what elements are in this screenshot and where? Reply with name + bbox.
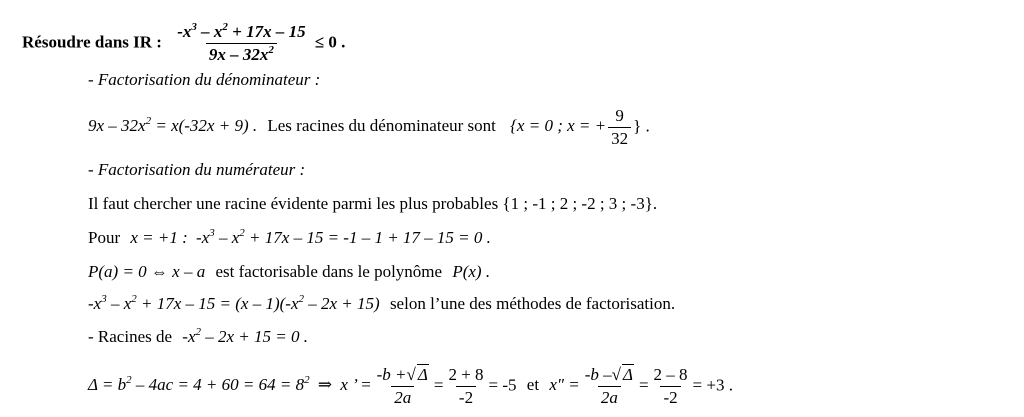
first-root-formula-numerator: -b +√ Δ	[376, 365, 428, 384]
denominator-roots-close: } .	[633, 116, 650, 136]
implies-symbol: ⇒	[317, 375, 333, 395]
quadratic-roots-label: - Racines de	[88, 327, 173, 346]
main-fraction	[174, 22, 308, 65]
factorisation-method-text: selon l’une des méthodes de factorisation.	[389, 294, 676, 313]
first-root-result: = -5	[488, 375, 517, 395]
factor-theorem-line	[88, 262, 490, 282]
main-numerator: $-x^3 - x^2 + 17x - 15$	[177, 21, 306, 41]
first-root-formula	[374, 365, 432, 408]
root-denominator: 32	[608, 127, 631, 149]
real-set-symbol: IR :	[133, 32, 162, 52]
test-root-value: x = +1 :	[130, 228, 188, 247]
first-root-numeric: $\frac{2 + 8}{-2}$	[448, 365, 484, 407]
first-root-label: x ’ =	[340, 375, 372, 395]
denominator-roots-open: {x = 0 ; x = +	[510, 116, 607, 136]
second-root-result: = +3 .	[692, 375, 733, 395]
main-denominator: $9x - 32x^2$	[206, 43, 277, 65]
quadratic-equation: $-x^2 - 2x + 15 = 0$ .	[182, 326, 308, 346]
eq-sign-1: =	[433, 375, 444, 395]
numerator-heading: - Factorisation du numérateur :	[88, 160, 306, 179]
denominator-expression: $9x - 32x^2 = x(-32x + 9)$ .	[88, 115, 258, 136]
factor-theorem-condition: P(a) = 0 ⇔ x – a	[88, 262, 206, 281]
discriminant-line	[88, 365, 733, 408]
denominator-heading: - Factorisation du dénominateur :	[88, 70, 321, 89]
second-root-formula-denominator: 2a	[598, 386, 621, 408]
second-root-formula-numerator: -b –√ Δ	[584, 365, 633, 384]
numerator-factorisation-line	[88, 294, 675, 314]
second-root-formula	[582, 365, 637, 408]
denominator-roots-text: Les racines du dénominateur sont	[267, 116, 496, 136]
quadratic-roots-line	[88, 327, 308, 347]
evident-root-line: Il faut chercher une racine évidente parmi les plus probables {1 ; -1 ; 2 ; -2 ; 3 ; -3}.	[88, 194, 658, 213]
denominator-factorisation	[88, 106, 650, 149]
test-root-label: Pour	[88, 228, 121, 247]
second-root-numeric: $\frac{2 - 8}{-2}$	[653, 365, 688, 407]
factor-theorem-polynomial: P(x) .	[452, 262, 491, 281]
problem-label: Résoudre dans	[22, 32, 129, 52]
problem-statement	[22, 22, 345, 65]
eq-sign-2: =	[638, 375, 649, 395]
discriminant-expression: $\Delta = b^2 - 4ac = 4 + 60 = 64 = 8^2$	[88, 374, 310, 395]
second-root-label: x″ =	[549, 375, 580, 395]
root-fraction	[608, 106, 631, 149]
test-root-evaluation: $-x^3 - x^2 + 17x - 15 = -1 - 1 + 17 - 15 = 0$ .	[196, 227, 491, 247]
numerator-factorisation: $-x^3 - x^2 + 17x - 15 = (x - 1)(-x^2 - 2x + 15)$	[88, 293, 380, 313]
inequality-sign: ≤ 0 .	[314, 32, 346, 52]
factor-theorem-text: est factorisable dans le polynôme	[215, 262, 443, 281]
test-root-line	[88, 228, 491, 248]
root-numerator: 9	[615, 106, 624, 125]
and-word: et	[526, 375, 540, 395]
first-root-formula-denominator: 2a	[391, 386, 414, 408]
